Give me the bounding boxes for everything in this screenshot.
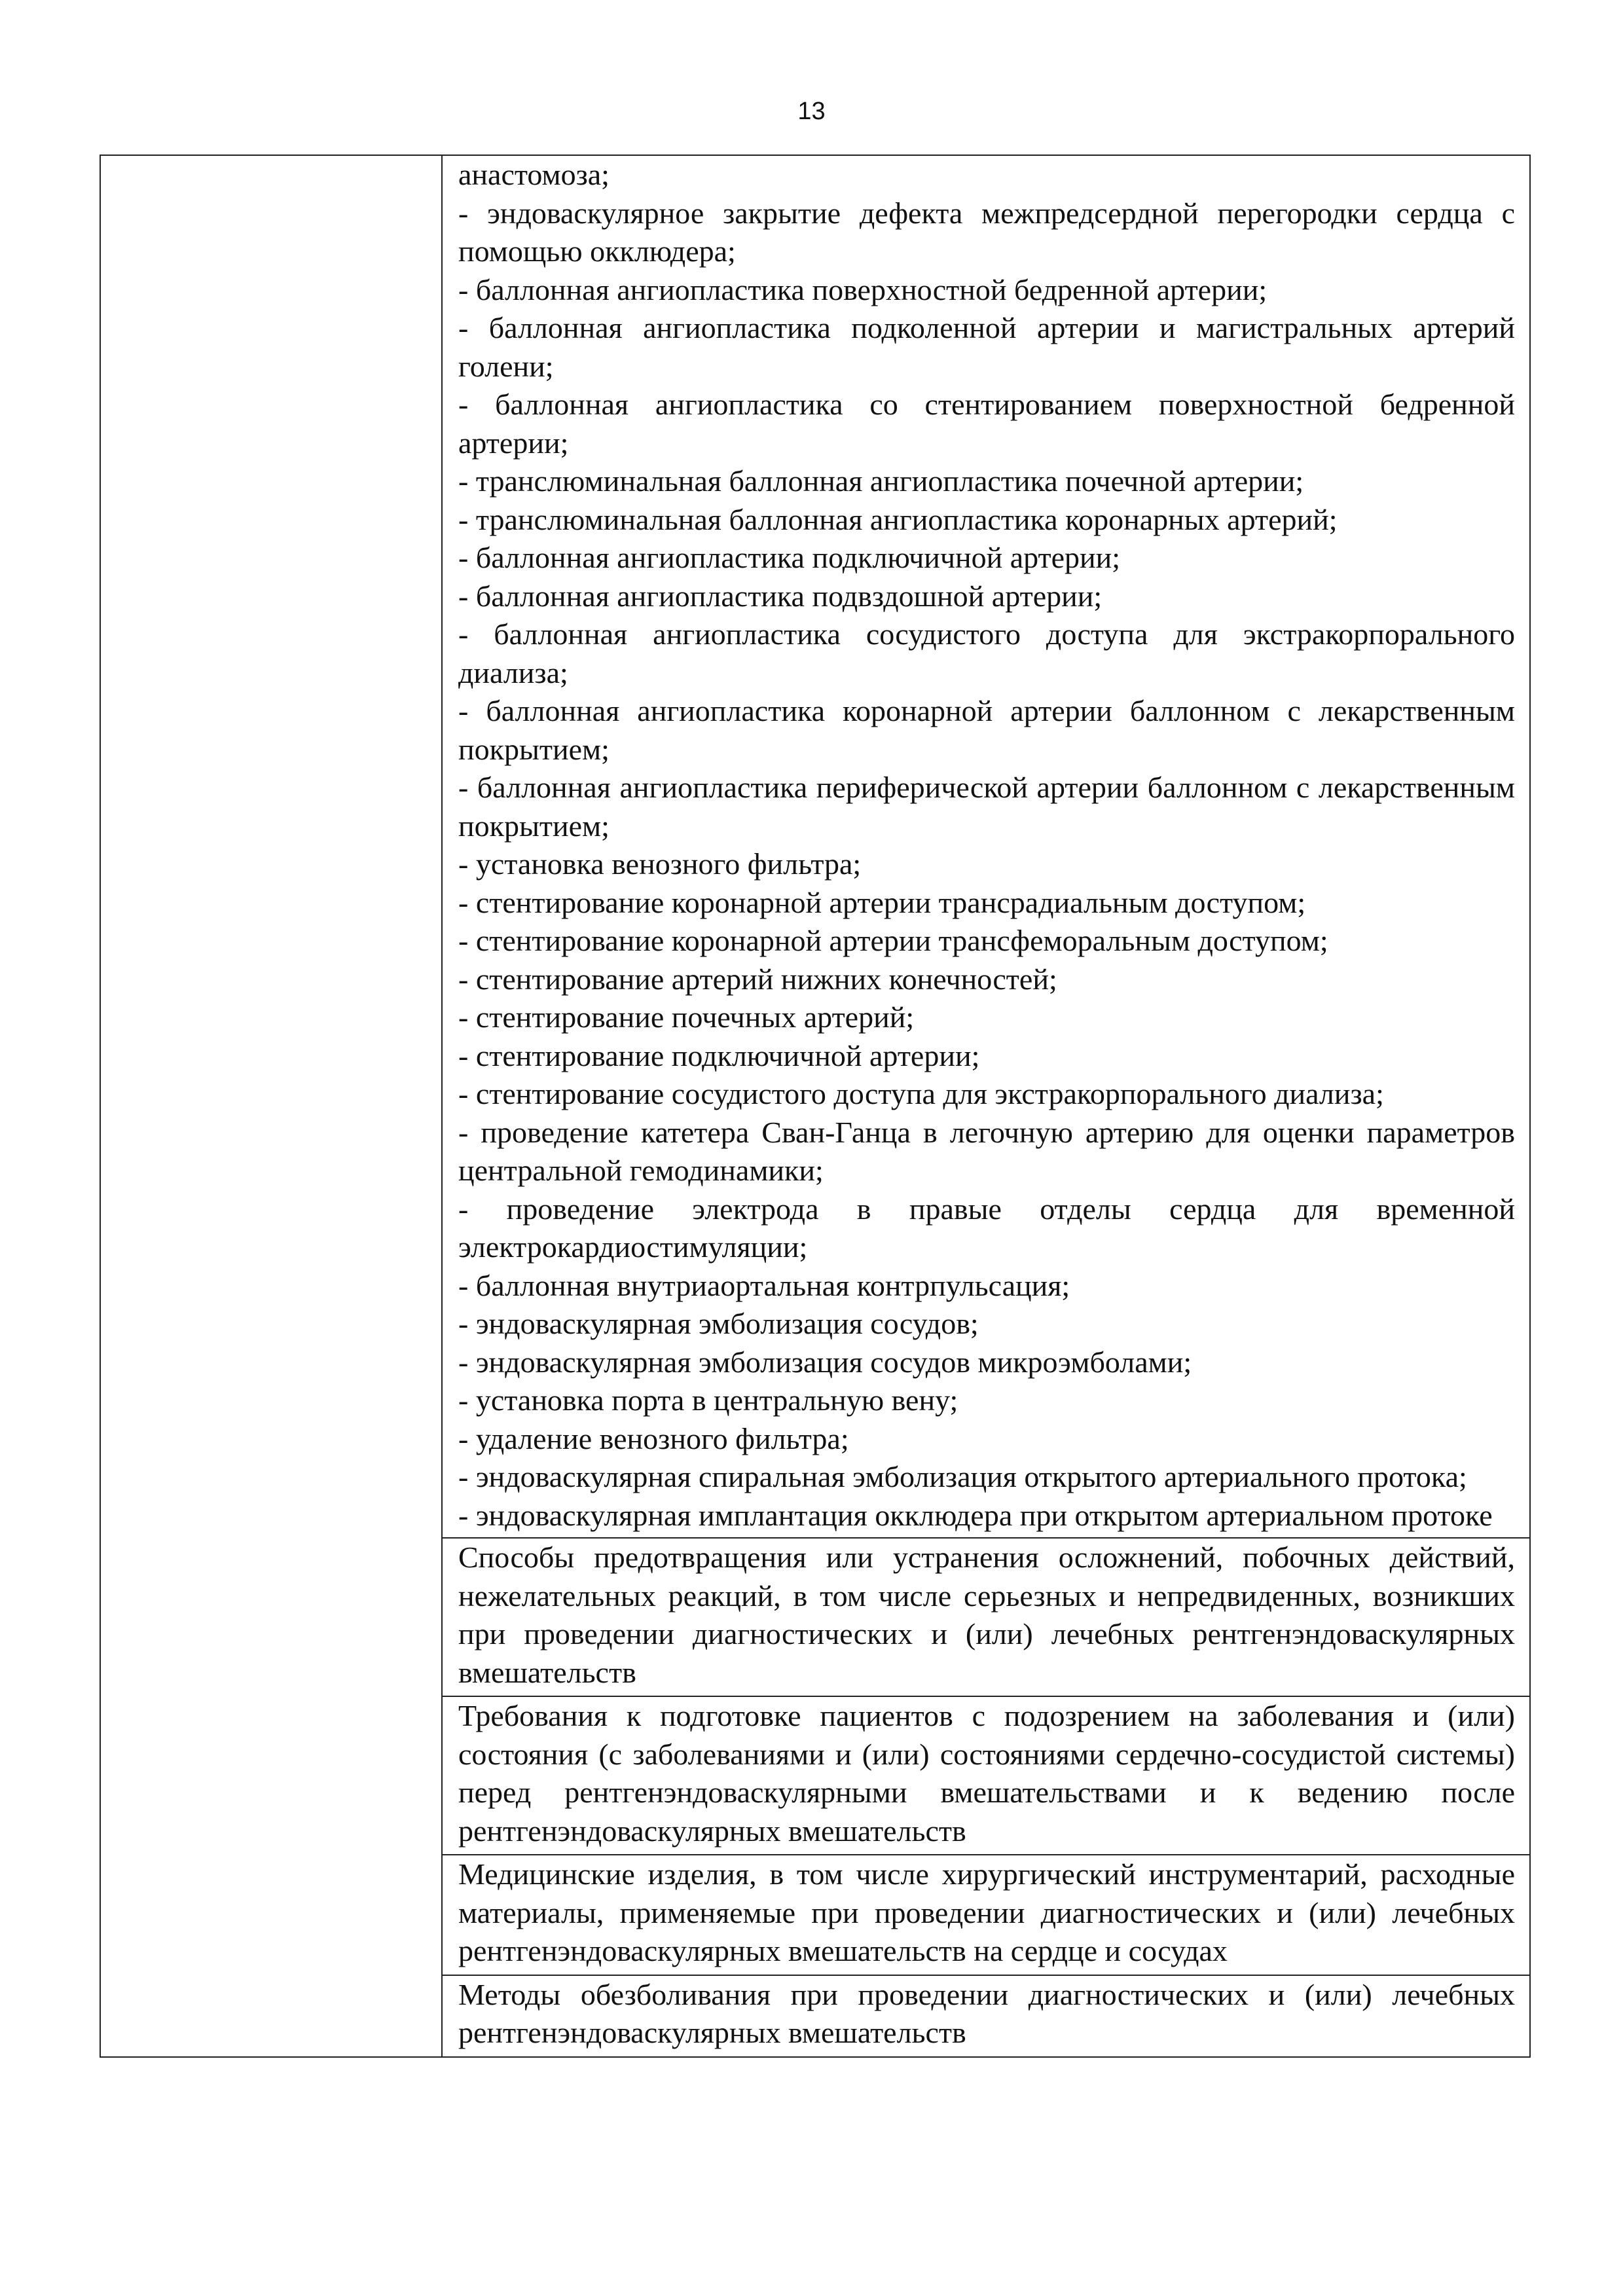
procedure-item: - эндоваскулярное закрытие дефекта межпредсердной перегородки сердца с помощью окклюдера; — [458, 196, 1515, 268]
procedure-item: - баллонная ангиопластика периферической артерии баллонном с лекарственным покрытием; — [458, 771, 1515, 843]
complications-cell — [442, 1538, 1530, 1696]
procedure-item: - стентирование почечных артерий; — [458, 1000, 915, 1034]
procedure-item: - эндоваскулярная имплантация окклюдера при открытом артериальном протоке — [458, 1498, 1493, 1532]
row-text: Способы предотвращения или устранения осложнений, побочных действий, нежелательных реакций, в том числе серьезных и непредвиденных, возникших при проведении диагностических и (или) лечебных рентгенэндоваскулярных вмешательств — [458, 1540, 1515, 1689]
procedure-item: - удаление венозного фильтра; — [458, 1421, 849, 1455]
page-number: 13 — [797, 98, 826, 125]
procedure-item: - стентирование сосудистого доступа для экстракорпорального диализа; — [458, 1077, 1384, 1110]
procedure-item: - установка порта в центральную вену; — [458, 1383, 958, 1417]
procedure-item: - проведение катетера Сван-Ганца в легочную артерию для оценки параметров центральной гемодинамики; — [458, 1115, 1515, 1187]
anesthesia-cell — [442, 1975, 1530, 2057]
procedure-item: - транслюминальная баллонная ангиопластика почечной артерии; — [458, 464, 1304, 498]
procedure-item: - баллонная ангиопластика сосудистого доступа для экстракорпорального диализа; — [458, 617, 1515, 689]
procedure-item: - эндоваскулярная спиральная эмболизация открытого артериального протока; — [458, 1460, 1467, 1493]
left-column-cell — [100, 155, 442, 2057]
procedure-item: - стентирование артерий нижних конечностей; — [458, 962, 1057, 996]
procedure-item: анастомоза; — [458, 158, 610, 191]
procedure-item: - стентирование подключичной артерии; — [458, 1038, 980, 1072]
procedure-item: - стентирование коронарной артерии трансфеморальным доступом; — [458, 924, 1328, 957]
procedure-item: - баллонная ангиопластика поверхностной бедренной артерии; — [458, 272, 1267, 306]
row-text: Медицинские изделия, в том числе хирургический инструментарий, расходные материалы, применяемые при проведении диагностических и (или) лечебных рентгенэндоваскулярных вмешательств на сердце и сосудах — [458, 1857, 1515, 1967]
devices-cell — [442, 1855, 1530, 1975]
procedure-item: - транслюминальная баллонная ангиопластика коронарных артерий; — [458, 502, 1338, 536]
procedure-item: - установка венозного фильтра; — [458, 847, 862, 881]
procedure-item: - баллонная ангиопластика со стентированием поверхностной бедренной артерии; — [458, 388, 1515, 460]
procedure-item: - баллонная ангиопластика коронарной артерии баллонном с лекарственным покрытием; — [458, 694, 1515, 766]
row-text: Требования к подготовке пациентов с подозрением на заболевания и (или) состояния (с заболеваниями и (или) состояниями сердечно-сосудистой системы) перед рентгенэндоваскулярными вмешательствами и к ведению после рентгенэндоваскулярных вмешательств — [458, 1699, 1515, 1848]
procedure-item: - эндоваскулярная эмболизация сосудов; — [458, 1307, 979, 1340]
procedure-item: - баллонная ангиопластика подвздошной артерии; — [458, 579, 1103, 613]
content-table — [100, 155, 1531, 2058]
procedure-item: - стентирование коронарной артерии трансрадиальным доступом; — [458, 885, 1306, 919]
procedure-item: - баллонная внутриаортальная контрпульсация; — [458, 1268, 1070, 1302]
procedure-item: - баллонная ангиопластика подколенной артерии и магистральных артерий голени; — [458, 311, 1515, 383]
procedure-item: - проведение электрода в правые отделы сердца для временной электрокардиостимуляции; — [458, 1192, 1515, 1264]
procedure-item: - баллонная ангиопластика подключичной артерии; — [458, 541, 1121, 574]
row-text: Методы обезболивания при проведении диагностических и (или) лечебных рентгенэндоваскулярных вмешательств — [458, 1977, 1515, 2049]
preparation-cell — [442, 1696, 1530, 1855]
procedures-cell — [442, 155, 1530, 1538]
procedure-item: - эндоваскулярная эмболизация сосудов микроэмболами; — [458, 1345, 1192, 1379]
table-row-procedures — [100, 155, 1530, 1538]
